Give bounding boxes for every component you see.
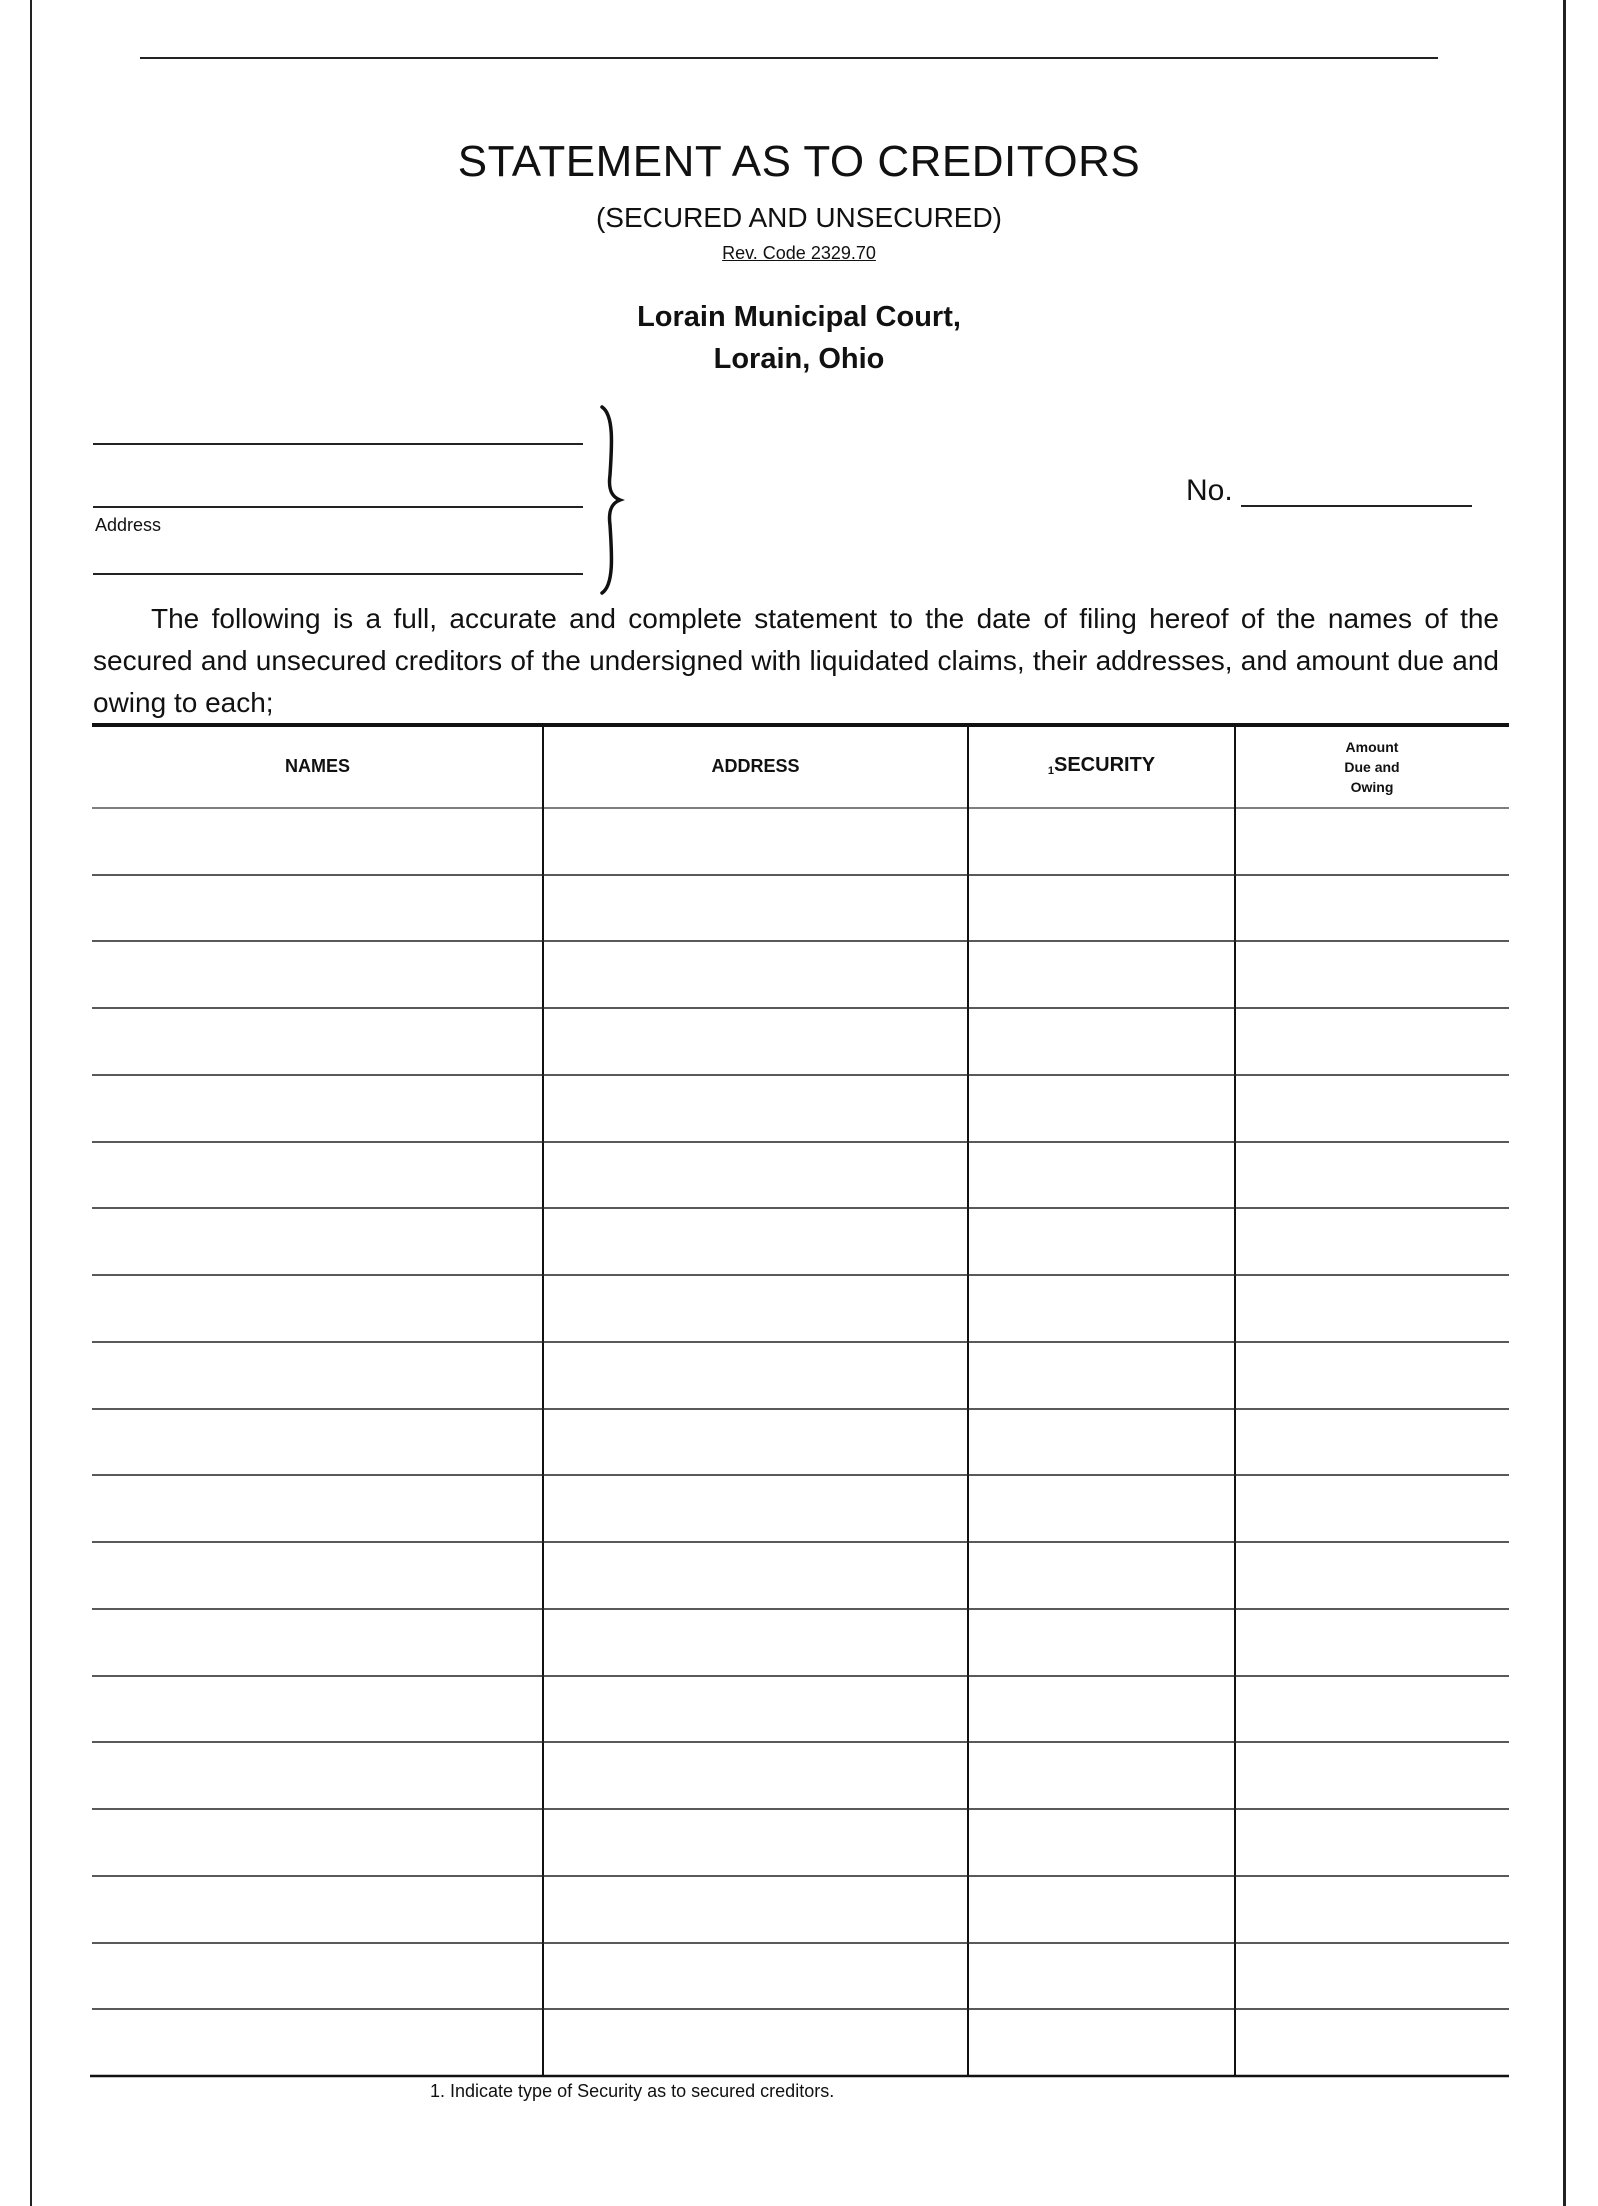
header-security [968, 754, 1235, 777]
header-address: ADDRESS [711, 756, 800, 776]
document-title: STATEMENT AS TO CREDITORS [457, 137, 1141, 186]
rev-code-text: Rev. Code 2329.70 [722, 243, 876, 263]
court-line-1: Lorain Municipal Court, [637, 301, 961, 333]
header-security-label: SECURITY [1054, 754, 1156, 776]
document-subtitle: (SECURED AND UNSECURED) [595, 202, 1003, 233]
header-amount-line-1: Amount [1345, 739, 1399, 755]
header-names: NAMES [284, 756, 350, 776]
address-label: Address [95, 515, 162, 535]
court-line-2: Lorain, Ohio [713, 343, 885, 375]
table-rows [92, 875, 1509, 2009]
security-footnote: 1. Indicate type of Security as to secured creditors. [430, 2081, 835, 2101]
header-amount-line-3: Owing [1350, 779, 1394, 795]
header-amount-line-2: Due and [1344, 759, 1400, 775]
statement-paragraph: The following is a full, accurate and complete statement to the date of filing hereof of the names of the secured and unsecured creditors of the undersigned with liquidated claims, their addresses, and amount due and owing to each; [93, 603, 1499, 718]
header-amount [1235, 737, 1509, 797]
case-number-label: No. [1186, 474, 1233, 507]
security-footnote-marker: 1 [1047, 765, 1054, 777]
